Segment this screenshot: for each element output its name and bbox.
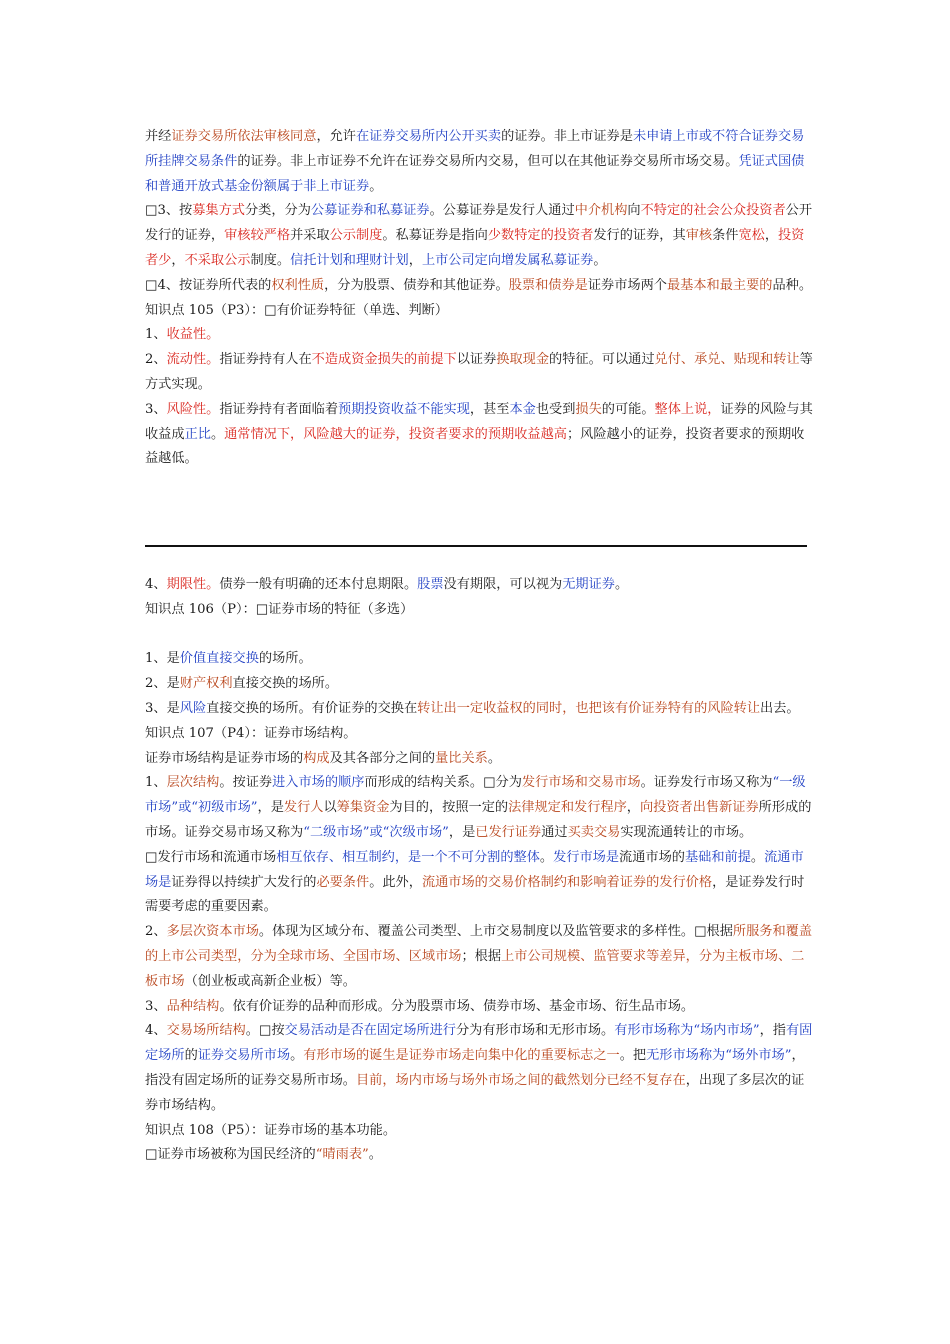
text-run: 发行的证券，其	[593, 228, 686, 244]
text-run: 知识点 105（P3）：□有价证券特征（单选、判断）	[145, 302, 449, 318]
text-run: ，	[626, 800, 640, 816]
text-run: 。	[368, 1147, 382, 1163]
text-run: 3、	[145, 401, 167, 417]
paragraph	[145, 323, 815, 348]
highlighted-text: 无期证券	[562, 577, 615, 592]
text-run: 。公募证券是发行人通过	[429, 203, 575, 219]
highlighted-text: 发行市场是	[553, 849, 620, 865]
highlighted-text: 法律规定和发行程序	[508, 800, 627, 816]
page-divider	[145, 545, 807, 547]
text-run: 1、	[145, 775, 167, 791]
paragraph	[145, 199, 815, 273]
text-run: 分类，分为	[244, 203, 311, 219]
highlighted-text: 向投资者出售新证券	[639, 800, 759, 816]
paragraph	[145, 348, 815, 398]
text-run: 的证券。非上市证券不允许在证券交易所内交易，但可以在其他证券交易所市场交易。	[237, 153, 739, 169]
highlighted-text: 正比	[184, 426, 211, 442]
highlighted-text: 有形市场称为“场内市场”	[614, 1023, 760, 1039]
text-run: 的证券。非上市证券是	[501, 129, 633, 144]
highlighted-text: 交易活动是否在固定场所进行	[284, 1023, 456, 1039]
text-run: 并采取	[290, 228, 330, 244]
paragraph	[145, 1119, 815, 1144]
lower-text-block	[145, 573, 815, 1168]
text-run: 以证券	[456, 352, 497, 368]
highlighted-text: 未申请上市或不符合证券交易所挂牌交易条件	[145, 129, 805, 169]
text-run: ，	[764, 228, 778, 244]
text-run: 没有期限，可以视为	[443, 577, 563, 592]
highlighted-text: 有形市场的诞生是证券市场走向集中化的重要标志之一	[303, 1048, 620, 1064]
highlighted-text: 本金	[509, 401, 536, 417]
text-run: 的场所。	[258, 651, 312, 667]
highlighted-text: 公募证券和私募证券	[310, 203, 430, 219]
text-run: 向	[627, 203, 641, 219]
paragraph	[145, 920, 815, 994]
text-run: 。	[369, 178, 383, 194]
highlighted-text: 少数特定的投资者	[487, 228, 594, 244]
highlighted-text: 流通市场的交易价格制约和影响着证券的发行价格	[421, 874, 713, 890]
text-run: 指证券持有人在	[219, 352, 312, 368]
paragraph	[145, 697, 815, 722]
highlighted-text: 在证券交易所内公开买卖	[356, 129, 502, 144]
text-run: 。证券发行市场又称为	[640, 775, 773, 791]
blank-line	[145, 623, 815, 648]
highlighted-text: 审核	[685, 228, 713, 244]
highlighted-text: 财产权利	[179, 676, 233, 692]
text-run: 1、	[145, 327, 167, 343]
text-run: ，出现了多层次的证券市场结构。	[145, 1072, 805, 1113]
paragraph	[145, 647, 815, 672]
text-run: 制度。	[250, 252, 291, 268]
text-run: 实现流通转让的市场。	[620, 824, 753, 840]
text-run: 。□按	[245, 1023, 285, 1039]
text-run: 通过	[541, 824, 568, 840]
paragraph	[145, 1019, 815, 1118]
text-run: 的特征。可以通过	[549, 352, 655, 368]
text-run: 知识点 107（P4）：证券市场结构。	[145, 725, 357, 741]
text-run: 等方式实现。	[145, 352, 813, 392]
highlighted-text: 风险	[179, 700, 207, 716]
text-run: 直接交换的场所。	[232, 676, 339, 692]
text-run: 2、	[145, 924, 167, 940]
text-run: 流通市场的	[619, 849, 685, 865]
text-run: □证券市场被称为国民经济的	[145, 1147, 316, 1163]
text-run: 的可能。	[601, 401, 655, 417]
highlighted-text: 信托计划和理财计划	[290, 252, 409, 268]
paragraph	[145, 1143, 815, 1168]
highlighted-text: 已发行证券	[475, 824, 542, 840]
highlighted-text: 品种结构	[166, 998, 220, 1014]
text-run: 证券市场两个	[587, 277, 667, 293]
highlighted-text: 不特定的社会公众投资者	[640, 203, 786, 219]
text-run: ，甚至	[469, 401, 510, 417]
highlighted-text: 有固定场所	[145, 1023, 813, 1064]
highlighted-text: 转让出一定收益权的同时，也把该有价证券特有的风险转让	[417, 700, 761, 716]
highlighted-text: 证券交易所市场	[197, 1048, 291, 1064]
highlighted-text: 发行人	[283, 800, 324, 816]
text-run: 4、	[145, 577, 167, 592]
highlighted-text: 通常情况下，风险越大的证券，投资者要求的预期收益越高	[224, 426, 567, 442]
text-run: ，	[171, 252, 185, 268]
paragraph	[145, 573, 815, 598]
highlighted-text: 损失	[575, 401, 602, 417]
text-run: 。	[593, 252, 607, 268]
text-run: 债券一般有明确的还本付息期限。	[219, 577, 418, 592]
text-run: 。	[487, 750, 502, 766]
text-run: 证券得以持续扩大发行的	[171, 874, 317, 890]
paragraph	[145, 846, 815, 920]
highlighted-text: 必要条件	[316, 874, 370, 890]
highlighted-text: 层次结构	[166, 775, 220, 791]
text-run: ，指没有固定场所的证券交易所市场。	[145, 1048, 805, 1088]
paragraph	[145, 274, 815, 299]
text-run: 的	[184, 1048, 198, 1064]
text-run: 。	[614, 577, 629, 592]
text-run: 出去。	[760, 700, 800, 716]
text-run: 条件	[712, 228, 739, 244]
text-run: ，允许	[316, 129, 356, 144]
text-run: 分为有形市场和无形市场。	[455, 1023, 615, 1039]
text-run: 直接交换的场所。有价证券的交换在	[206, 700, 418, 716]
highlighted-text: 不造成资金损失的前提下	[311, 352, 457, 368]
highlighted-text: 相互依存、相互制约，是一个不可分割的整体	[276, 849, 540, 865]
paragraph	[145, 598, 815, 623]
highlighted-text: 筹集资金	[336, 800, 390, 816]
text-run: 公开发行的证券，	[145, 203, 813, 244]
paragraph	[145, 771, 815, 845]
highlighted-text: “晴雨表”	[315, 1147, 369, 1163]
text-run: 证券市场结构是证券市场的	[145, 750, 304, 766]
text-run: 所形成的市场。证券交易市场又称为	[145, 800, 812, 840]
highlighted-text: 目前，场内市场与场外市场之间的截然划分已经不复存在	[356, 1072, 686, 1088]
text-run: 。体现为区域分布、覆盖公司类型、上市交易制度以及监管要求的多样性。□根据	[258, 924, 733, 940]
highlighted-text: 所服务和覆盖的上市公司类型，分为全球市场、全国市场、区域市场	[145, 924, 813, 964]
text-run: 并经	[145, 129, 172, 144]
text-run: 。	[750, 849, 765, 865]
highlighted-text: 多层次资本市场	[166, 924, 259, 940]
highlighted-text: “一级市场”或“初级市场”	[145, 775, 806, 816]
paragraph	[145, 672, 815, 697]
text-run: 4、	[145, 1023, 167, 1039]
text-run: 3、是	[145, 700, 180, 716]
text-run: 。	[210, 426, 225, 442]
highlighted-text: 上市公司定向增发属私募证券	[421, 252, 594, 268]
highlighted-text: 构成	[303, 750, 330, 766]
text-run: 3、	[145, 998, 167, 1014]
text-run: 。依有价证券的品种而形成。分为股票市场、债券市场、基金市场、衍生品市场。	[219, 998, 695, 1014]
text-run: ，是	[448, 824, 476, 840]
highlighted-text: 预期投资收益不能实现	[338, 401, 470, 417]
text-run: ，是	[257, 800, 284, 816]
text-run: 。	[539, 849, 554, 865]
text-run: 及其各部分之间的	[329, 750, 436, 766]
highlighted-text: 股票和债券是	[508, 277, 588, 293]
text-run: 2、	[145, 352, 167, 368]
text-run: 2、是	[145, 676, 180, 692]
highlighted-text: 发行市场和交易市场	[521, 775, 641, 791]
text-run: 而形成的结构关系。□分为	[364, 775, 522, 791]
highlighted-text: 流通市场是	[145, 849, 804, 890]
text-run: □4、按证券所代表的	[145, 277, 272, 293]
text-run: 。把	[619, 1048, 647, 1064]
paragraph	[145, 747, 815, 772]
text-run: 知识点 108（P5）：证券市场的基本功能。	[145, 1122, 397, 1138]
highlighted-text: 买卖交易	[567, 824, 621, 840]
text-run: 。	[290, 1048, 304, 1064]
text-run: 为目的，按照一定的	[389, 800, 509, 816]
paragraph	[145, 995, 815, 1020]
text-run: ，	[408, 252, 422, 268]
text-run: （创业板或高新企业板）等。	[184, 973, 356, 989]
highlighted-text: 宽松	[738, 228, 765, 244]
paragraph	[145, 299, 815, 324]
highlighted-text: 价值直接交换	[179, 651, 259, 667]
highlighted-text: 股票	[417, 577, 444, 592]
text-run: 。按证券	[219, 775, 273, 791]
highlighted-text: 审核较严格	[224, 228, 291, 244]
paragraph	[145, 722, 815, 747]
highlighted-text: 交易场所结构	[166, 1023, 246, 1039]
highlighted-text: 进入市场的顺序	[272, 775, 365, 791]
text-run: □3、按	[145, 203, 193, 219]
highlighted-text: 募集方式	[192, 203, 245, 219]
highlighted-text: 风险性。	[166, 401, 220, 417]
highlighted-text: 投资者少	[145, 228, 805, 268]
text-run: 指证券持有者面临着	[219, 401, 339, 417]
highlighted-text: 整体上说，	[654, 401, 721, 417]
text-run: 。此外，	[369, 874, 422, 890]
text-run: 知识点 106（P）：□证券市场的特征（多选）	[145, 601, 414, 617]
highlighted-text: 收益性。	[166, 327, 220, 343]
highlighted-text: 公示制度	[329, 228, 383, 244]
highlighted-text: 换取现金	[496, 352, 550, 368]
text-run: ，指	[759, 1023, 786, 1039]
text-run: 证券的风险与其收益成	[145, 401, 813, 442]
highlighted-text: 证券交易所依法审核同意	[171, 129, 317, 144]
highlighted-text: 不采取公示	[184, 252, 251, 268]
upper-text-block	[145, 125, 815, 472]
highlighted-text: 权利性质	[271, 277, 325, 293]
highlighted-text: 上市公司规模、监管要求等差异，分为主板市场、二板市场	[145, 948, 805, 989]
text-run: 以	[323, 800, 337, 816]
highlighted-text: 流动性。	[166, 352, 220, 368]
highlighted-text: 期限性。	[166, 577, 220, 592]
text-run: ，分为股票、债券和其他证券。	[324, 277, 509, 293]
text-run: ，是证券发行时需要考虑的重要因素。	[145, 874, 805, 915]
text-run: 品种。	[772, 277, 813, 293]
paragraph	[145, 398, 815, 472]
highlighted-text: 无形市场称为“场外市场”	[646, 1048, 792, 1064]
highlighted-text: 量比关系	[435, 750, 488, 766]
text-run: 也受到	[535, 401, 576, 417]
highlighted-text: 中介机构	[574, 203, 628, 219]
text-run: 1、是	[145, 651, 180, 667]
highlighted-text: “二级市场”或“次级市场”	[303, 824, 449, 840]
highlighted-text: 兑付、承兑、贴现和转让	[654, 352, 800, 368]
text-run: 。私募证券是指向	[382, 228, 488, 244]
text-run: ；风险越小的证券，投资者要求的预期收益越低。	[145, 426, 805, 467]
text-run: ；根据	[461, 948, 502, 964]
highlighted-text: 最基本和最主要的	[666, 277, 773, 293]
highlighted-text: 基础和前提	[684, 849, 751, 865]
highlighted-text: 凭证式国债和普通开放式基金份额属于非上市证券	[145, 153, 805, 194]
text-run: □发行市场和流通市场	[145, 849, 277, 865]
paragraph	[145, 125, 815, 199]
